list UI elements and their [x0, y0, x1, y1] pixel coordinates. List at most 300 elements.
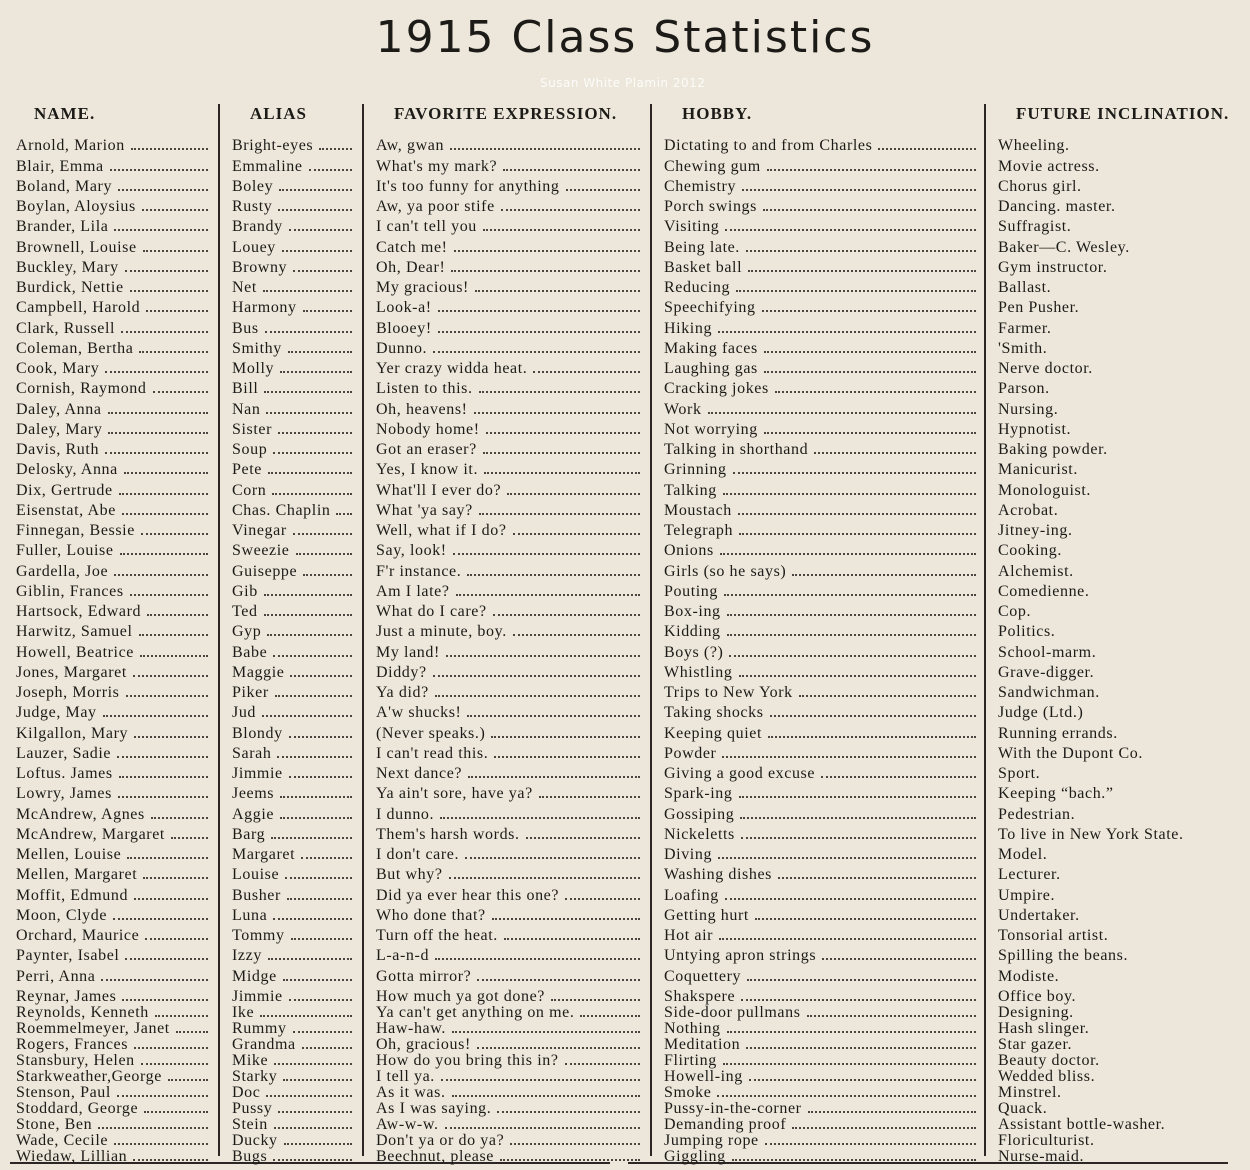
table-row-expression [376, 1053, 644, 1069]
dot-leader [139, 634, 208, 636]
dot-leader [755, 918, 976, 920]
alias-cell: Gyp [232, 623, 262, 641]
dot-leader [142, 209, 208, 211]
table-row-future [998, 580, 1246, 600]
table-row-future [998, 620, 1246, 640]
dot-leader [775, 391, 976, 393]
table-row-alias [232, 580, 356, 600]
table-row-hobby [664, 762, 980, 782]
hobby-cell: Speechifying [664, 299, 756, 317]
hobby-cell: Making faces [664, 339, 758, 357]
column-divider [218, 104, 220, 1156]
table-row-hobby [664, 985, 980, 1005]
table-row-hobby [664, 1005, 980, 1021]
dot-leader [533, 371, 640, 373]
dot-leader [120, 553, 208, 555]
hobby-cell: Shakspere [664, 987, 736, 1005]
name-cell: Finnegan, Bessie [16, 522, 135, 539]
future-cell: Ballast. [998, 279, 1052, 296]
alias-cell: Nan [232, 400, 261, 418]
alias-cell: Pussy [232, 1100, 273, 1117]
dot-leader [807, 1015, 976, 1017]
name-cell: Kilgallon, Mary [16, 724, 129, 742]
dot-leader [452, 1095, 640, 1097]
table-row-hobby [664, 438, 980, 458]
alias-cell: Sweezie [232, 542, 290, 560]
dot-leader [513, 634, 640, 636]
dot-leader [127, 857, 208, 859]
table-row-name [16, 742, 212, 762]
dot-leader [770, 715, 976, 717]
table-row-future [998, 134, 1246, 154]
dot-leader [122, 513, 208, 515]
dot-leader [821, 776, 976, 778]
dot-leader [303, 310, 352, 312]
dot-leader [739, 533, 976, 535]
expression-cell: Yes, I know it. [376, 461, 479, 479]
table-row-alias [232, 418, 356, 438]
expression-cell: Aw, gwan [376, 137, 445, 155]
hobby-cell: Reducing [664, 279, 731, 296]
hobby-cell: Cracking jokes [664, 380, 769, 398]
dot-leader [293, 533, 352, 535]
table-row-alias [232, 175, 356, 195]
table-row-future [998, 640, 1246, 660]
future-cell: Keeping “bach.” [998, 785, 1114, 803]
dot-leader [278, 1111, 352, 1113]
dot-leader [277, 756, 352, 758]
dot-leader [134, 1047, 208, 1049]
table-row-future [998, 883, 1246, 903]
dot-leader [114, 574, 208, 576]
table-row-alias [232, 377, 356, 397]
table-row-hobby [664, 904, 980, 924]
name-cell: Stoddard, George [16, 1100, 139, 1117]
table-row-future [998, 276, 1246, 296]
table-row-alias [232, 1021, 356, 1037]
dot-leader [143, 250, 208, 252]
hobby-cell: Keeping quiet [664, 724, 762, 742]
future-cell: Nursing. [998, 400, 1059, 418]
name-cell: Rogers, Frances [16, 1036, 129, 1053]
name-cell: Arnold, Marion [16, 137, 125, 155]
table-row-expression [376, 1117, 644, 1133]
table-row-alias [232, 539, 356, 559]
table-row-expression [376, 721, 644, 741]
expression-cell: I don't care. [376, 846, 460, 863]
expression-cell: Them's harsh words. [376, 825, 520, 843]
table-row-future [998, 215, 1246, 235]
alias-cell: Piker [232, 684, 269, 701]
hobby-cell: Taking shocks [664, 704, 764, 722]
dot-leader [274, 1063, 352, 1065]
dot-leader [741, 837, 976, 839]
dot-leader [878, 148, 976, 150]
table-row-hobby [664, 661, 980, 681]
hobby-cell: Meditation [664, 1036, 741, 1053]
table-row-name [16, 681, 212, 701]
table-row-alias [232, 458, 356, 478]
dot-leader [778, 877, 976, 879]
hobby-cell: Porch swings [664, 198, 757, 215]
table-row-hobby [664, 600, 980, 620]
table-row-future [998, 418, 1246, 438]
table-row-hobby [664, 1021, 980, 1037]
expression-cell: I can't read this. [376, 744, 489, 762]
table-row-hobby [664, 134, 980, 154]
table-row-future [998, 782, 1246, 802]
table-row-hobby [664, 195, 980, 215]
dot-leader [264, 594, 352, 596]
table-row-expression [376, 924, 644, 944]
future-cell: Sandwichman. [998, 684, 1100, 701]
future-cell: To live in New York State. [998, 825, 1184, 843]
table-row-alias [232, 681, 356, 701]
table-row-future [998, 499, 1246, 519]
future-cell: Tonsorial artist. [998, 927, 1109, 944]
table-row-alias [232, 296, 356, 316]
dot-leader [125, 270, 208, 272]
table-row-expression [376, 397, 644, 417]
table-row-expression [376, 316, 644, 336]
future-cell: Suffragist. [998, 218, 1072, 236]
expression-cell: I tell ya. [376, 1068, 435, 1085]
name-cell: Lowry, James [16, 785, 112, 803]
dot-leader [551, 999, 640, 1001]
name-cell: Howell, Beatrice [16, 643, 134, 661]
dot-leader [280, 817, 352, 819]
hobby-cell: Gossiping [664, 805, 735, 823]
dot-leader [435, 958, 640, 960]
table-row-future [998, 964, 1246, 984]
name-cell: Mellen, Margaret [16, 866, 138, 884]
table-row-name [16, 985, 212, 1005]
dot-leader [451, 270, 640, 272]
expression-cell: How do you bring this in? [376, 1052, 559, 1069]
table-row-future [998, 1101, 1246, 1117]
table-row-expression [376, 580, 644, 600]
table-row-hobby [664, 1085, 980, 1101]
table-row-future [998, 742, 1246, 762]
future-cell: 'Smith. [998, 339, 1048, 357]
table-row-alias [232, 600, 356, 620]
dot-leader [799, 695, 976, 697]
dot-leader [262, 715, 352, 717]
dot-leader [114, 229, 208, 231]
table-row-hobby [664, 1117, 980, 1133]
dot-leader [133, 1159, 208, 1161]
page-title: 1915 Class Statistics [375, 12, 875, 63]
name-cell: Reynar, James [16, 987, 117, 1005]
dot-leader [492, 918, 640, 920]
dot-leader [147, 614, 208, 616]
dot-leader [119, 493, 208, 495]
name-cell: Brownell, Louise [16, 238, 137, 256]
alias-cell: Sister [232, 420, 273, 438]
dot-leader [814, 452, 976, 454]
table-row-expression [376, 1085, 644, 1101]
future-cell: Gym instructor. [998, 258, 1108, 276]
name-cell: Judge, May [16, 704, 97, 722]
table-row-hobby [664, 539, 980, 559]
dot-leader [477, 979, 640, 981]
dot-leader [117, 756, 208, 758]
expression-cell: Look-a! [376, 299, 432, 317]
expression-cell: As it was. [376, 1084, 446, 1101]
table-row-name [16, 559, 212, 579]
expression-cell: Oh, heavens! [376, 400, 468, 418]
dot-leader [725, 898, 976, 900]
hobby-cell: Nickeletts [664, 825, 735, 843]
table-row-name [16, 1133, 212, 1149]
future-cell: Monologuist. [998, 481, 1091, 499]
dot-leader [264, 614, 352, 616]
table-row-hobby [664, 1053, 980, 1069]
expression-cell: Who done that? [376, 906, 486, 924]
table-row-future [998, 661, 1246, 681]
alias-cell: Luna [232, 906, 268, 924]
future-cell: Acrobat. [998, 501, 1059, 519]
alias-cell: Rummy [232, 1020, 287, 1037]
alias-cell: Babe [232, 643, 268, 661]
table-row-alias [232, 985, 356, 1005]
table-row-hobby [664, 1037, 980, 1053]
table-row-hobby [664, 397, 980, 417]
table-row-name [16, 944, 212, 964]
dot-leader [114, 1143, 208, 1145]
dot-leader [272, 493, 352, 495]
dot-leader [503, 169, 640, 171]
expression-cell: Am I late? [376, 582, 450, 600]
alias-cell: Louise [232, 866, 280, 884]
dot-leader [440, 817, 640, 819]
table-row-name [16, 1037, 212, 1053]
dot-leader [450, 148, 640, 150]
table-row-alias [232, 235, 356, 255]
table-row-hobby [664, 580, 980, 600]
table-row-hobby [664, 458, 980, 478]
table-row-hobby [664, 337, 980, 357]
name-cell: Blair, Emma [16, 157, 104, 175]
dot-leader [483, 452, 640, 454]
table-row-expression [376, 944, 644, 964]
hobby-cell: Trips to New York [664, 684, 793, 701]
future-cell: Pedestrian. [998, 805, 1076, 823]
hobby-cell: Chewing gum [664, 157, 761, 175]
dot-leader [438, 310, 640, 312]
table-row-hobby [664, 944, 980, 964]
table-row-expression [376, 438, 644, 458]
table-row-expression [376, 478, 644, 498]
dot-leader [484, 472, 640, 474]
dot-leader [729, 655, 976, 657]
table-row-hobby [664, 883, 980, 903]
dot-leader [477, 1047, 640, 1049]
dot-leader [176, 1031, 208, 1033]
name-cell: Burdick, Nettie [16, 279, 124, 296]
table-row-expression [376, 600, 644, 620]
dot-leader [151, 817, 208, 819]
expression-column [376, 134, 644, 1165]
dot-leader [565, 1063, 640, 1065]
future-cell: Wheeling. [998, 137, 1070, 155]
header-alias: ALIAS [250, 104, 307, 123]
hobby-cell: Washing dishes [664, 866, 772, 884]
alias-cell: Tommy [232, 927, 285, 944]
future-cell: Movie actress. [998, 157, 1100, 175]
dot-leader [446, 655, 640, 657]
table-row-alias [232, 883, 356, 903]
name-cell: Delosky, Anna [16, 461, 118, 479]
table-row-name [16, 175, 212, 195]
expression-cell: Next dance? [376, 765, 463, 782]
table-row-future [998, 175, 1246, 195]
dot-leader [441, 1079, 640, 1081]
table-row-alias [232, 762, 356, 782]
expression-cell: Ya can't get anything on me. [376, 1004, 575, 1021]
alias-cell: Vinegar [232, 522, 287, 539]
name-cell: Roemmelmeyer, Janet [16, 1020, 170, 1037]
table-row-alias [232, 397, 356, 417]
table-row-alias [232, 802, 356, 822]
alias-column [232, 134, 356, 1165]
table-row-alias [232, 1117, 356, 1133]
hobby-cell: Nothing [664, 1020, 721, 1037]
table-row-hobby [664, 1149, 980, 1165]
alias-cell: Aggie [232, 805, 275, 823]
alias-cell: Corn [232, 481, 267, 499]
alias-cell: Izzy [232, 947, 262, 965]
table-row-name [16, 316, 212, 336]
hobby-cell: Telegraph [664, 522, 734, 539]
dot-leader [155, 1015, 208, 1017]
dot-leader [491, 736, 640, 738]
hobby-cell: Giving a good excuse [664, 765, 816, 782]
table-row-future [998, 438, 1246, 458]
header-future: FUTURE INCLINATION. [1016, 104, 1230, 123]
dot-leader [141, 533, 208, 535]
name-cell: Loftus. James [16, 765, 113, 782]
table-row-hobby [664, 1133, 980, 1149]
table-row-expression [376, 782, 644, 802]
future-cell: Umpire. [998, 886, 1056, 904]
hobby-cell: Pouting [664, 582, 718, 600]
dot-leader [267, 634, 352, 636]
watermark: Susan White Plamin 2012 [540, 76, 706, 90]
table-row-expression [376, 985, 644, 1005]
dot-leader [303, 574, 352, 576]
table-row-future [998, 924, 1246, 944]
dot-leader [493, 614, 640, 616]
dot-leader [433, 675, 640, 677]
hobby-cell: Smoke [664, 1084, 712, 1101]
table-row-alias [232, 1053, 356, 1069]
hobby-cell: Giggling [664, 1148, 726, 1165]
alias-cell: Boley [232, 177, 274, 195]
future-cell: Baker—C. Wesley. [998, 238, 1130, 256]
hobby-cell: Coquettery [664, 967, 742, 985]
table-row-name [16, 256, 212, 276]
alias-cell: Stein [232, 1116, 268, 1133]
table-row-future [998, 1021, 1246, 1037]
dot-leader [746, 250, 976, 252]
table-row-alias [232, 944, 356, 964]
table-row-name [16, 661, 212, 681]
name-cell: Hartsock, Edward [16, 603, 142, 620]
future-cell: Baking powder. [998, 441, 1108, 458]
hobby-cell: Powder [664, 744, 717, 762]
column-divider [650, 104, 652, 1156]
name-cell: Buckley, Mary [16, 258, 119, 276]
table-row-expression [376, 357, 644, 377]
dot-leader [139, 351, 208, 353]
expression-cell: Diddy? [376, 663, 427, 681]
alias-cell: Doc [232, 1084, 261, 1101]
name-cell: Boylan, Aloysius [16, 198, 136, 215]
dot-leader [724, 594, 976, 596]
expression-cell: My land! [376, 643, 440, 661]
future-cell: With the Dupont Co. [998, 744, 1143, 762]
dot-leader [722, 756, 976, 758]
table-row-name [16, 883, 212, 903]
hobby-cell: Loafing [664, 886, 719, 904]
dot-leader [302, 1047, 352, 1049]
expression-cell: Dunno. [376, 339, 428, 357]
table-row-name [16, 1053, 212, 1069]
table-row-name [16, 1149, 212, 1165]
dot-leader [284, 1143, 352, 1145]
table-row-future [998, 1117, 1246, 1133]
expression-cell: Just a minute, boy. [376, 623, 507, 641]
table-row-future [998, 1149, 1246, 1165]
expression-cell: As I was saying. [376, 1100, 492, 1117]
table-row-future [998, 904, 1246, 924]
dot-leader [283, 1079, 352, 1081]
hobby-column [664, 134, 980, 1165]
table-row-future [998, 823, 1246, 843]
dot-leader [273, 452, 352, 454]
table-row-hobby [664, 519, 980, 539]
table-row-expression [376, 276, 644, 296]
table-row-name [16, 235, 212, 255]
dot-leader [119, 776, 208, 778]
alias-cell: Blondy [232, 724, 283, 742]
table-row-name [16, 134, 212, 154]
dot-leader [746, 1047, 976, 1049]
future-cell: Assistant bottle-washer. [998, 1116, 1166, 1133]
future-cell: Alchemist. [998, 562, 1074, 580]
dot-leader [108, 432, 208, 434]
table-row-name [16, 924, 212, 944]
dot-leader [289, 999, 352, 1001]
table-row-name [16, 1021, 212, 1037]
future-cell: Nerve doctor. [998, 360, 1093, 377]
dot-leader [768, 736, 976, 738]
table-row-hobby [664, 823, 980, 843]
table-row-alias [232, 661, 356, 681]
table-row-name [16, 1085, 212, 1101]
dot-leader [435, 695, 640, 697]
dot-leader [279, 189, 352, 191]
name-cell: Lauzer, Sadie [16, 744, 112, 762]
table-row-alias [232, 316, 356, 336]
table-row-name [16, 600, 212, 620]
table-row-expression [376, 883, 644, 903]
alias-cell: Smithy [232, 339, 282, 357]
table-row-name [16, 195, 212, 215]
hobby-cell: Talking in shorthand [664, 441, 809, 458]
alias-cell: Bus [232, 319, 259, 337]
